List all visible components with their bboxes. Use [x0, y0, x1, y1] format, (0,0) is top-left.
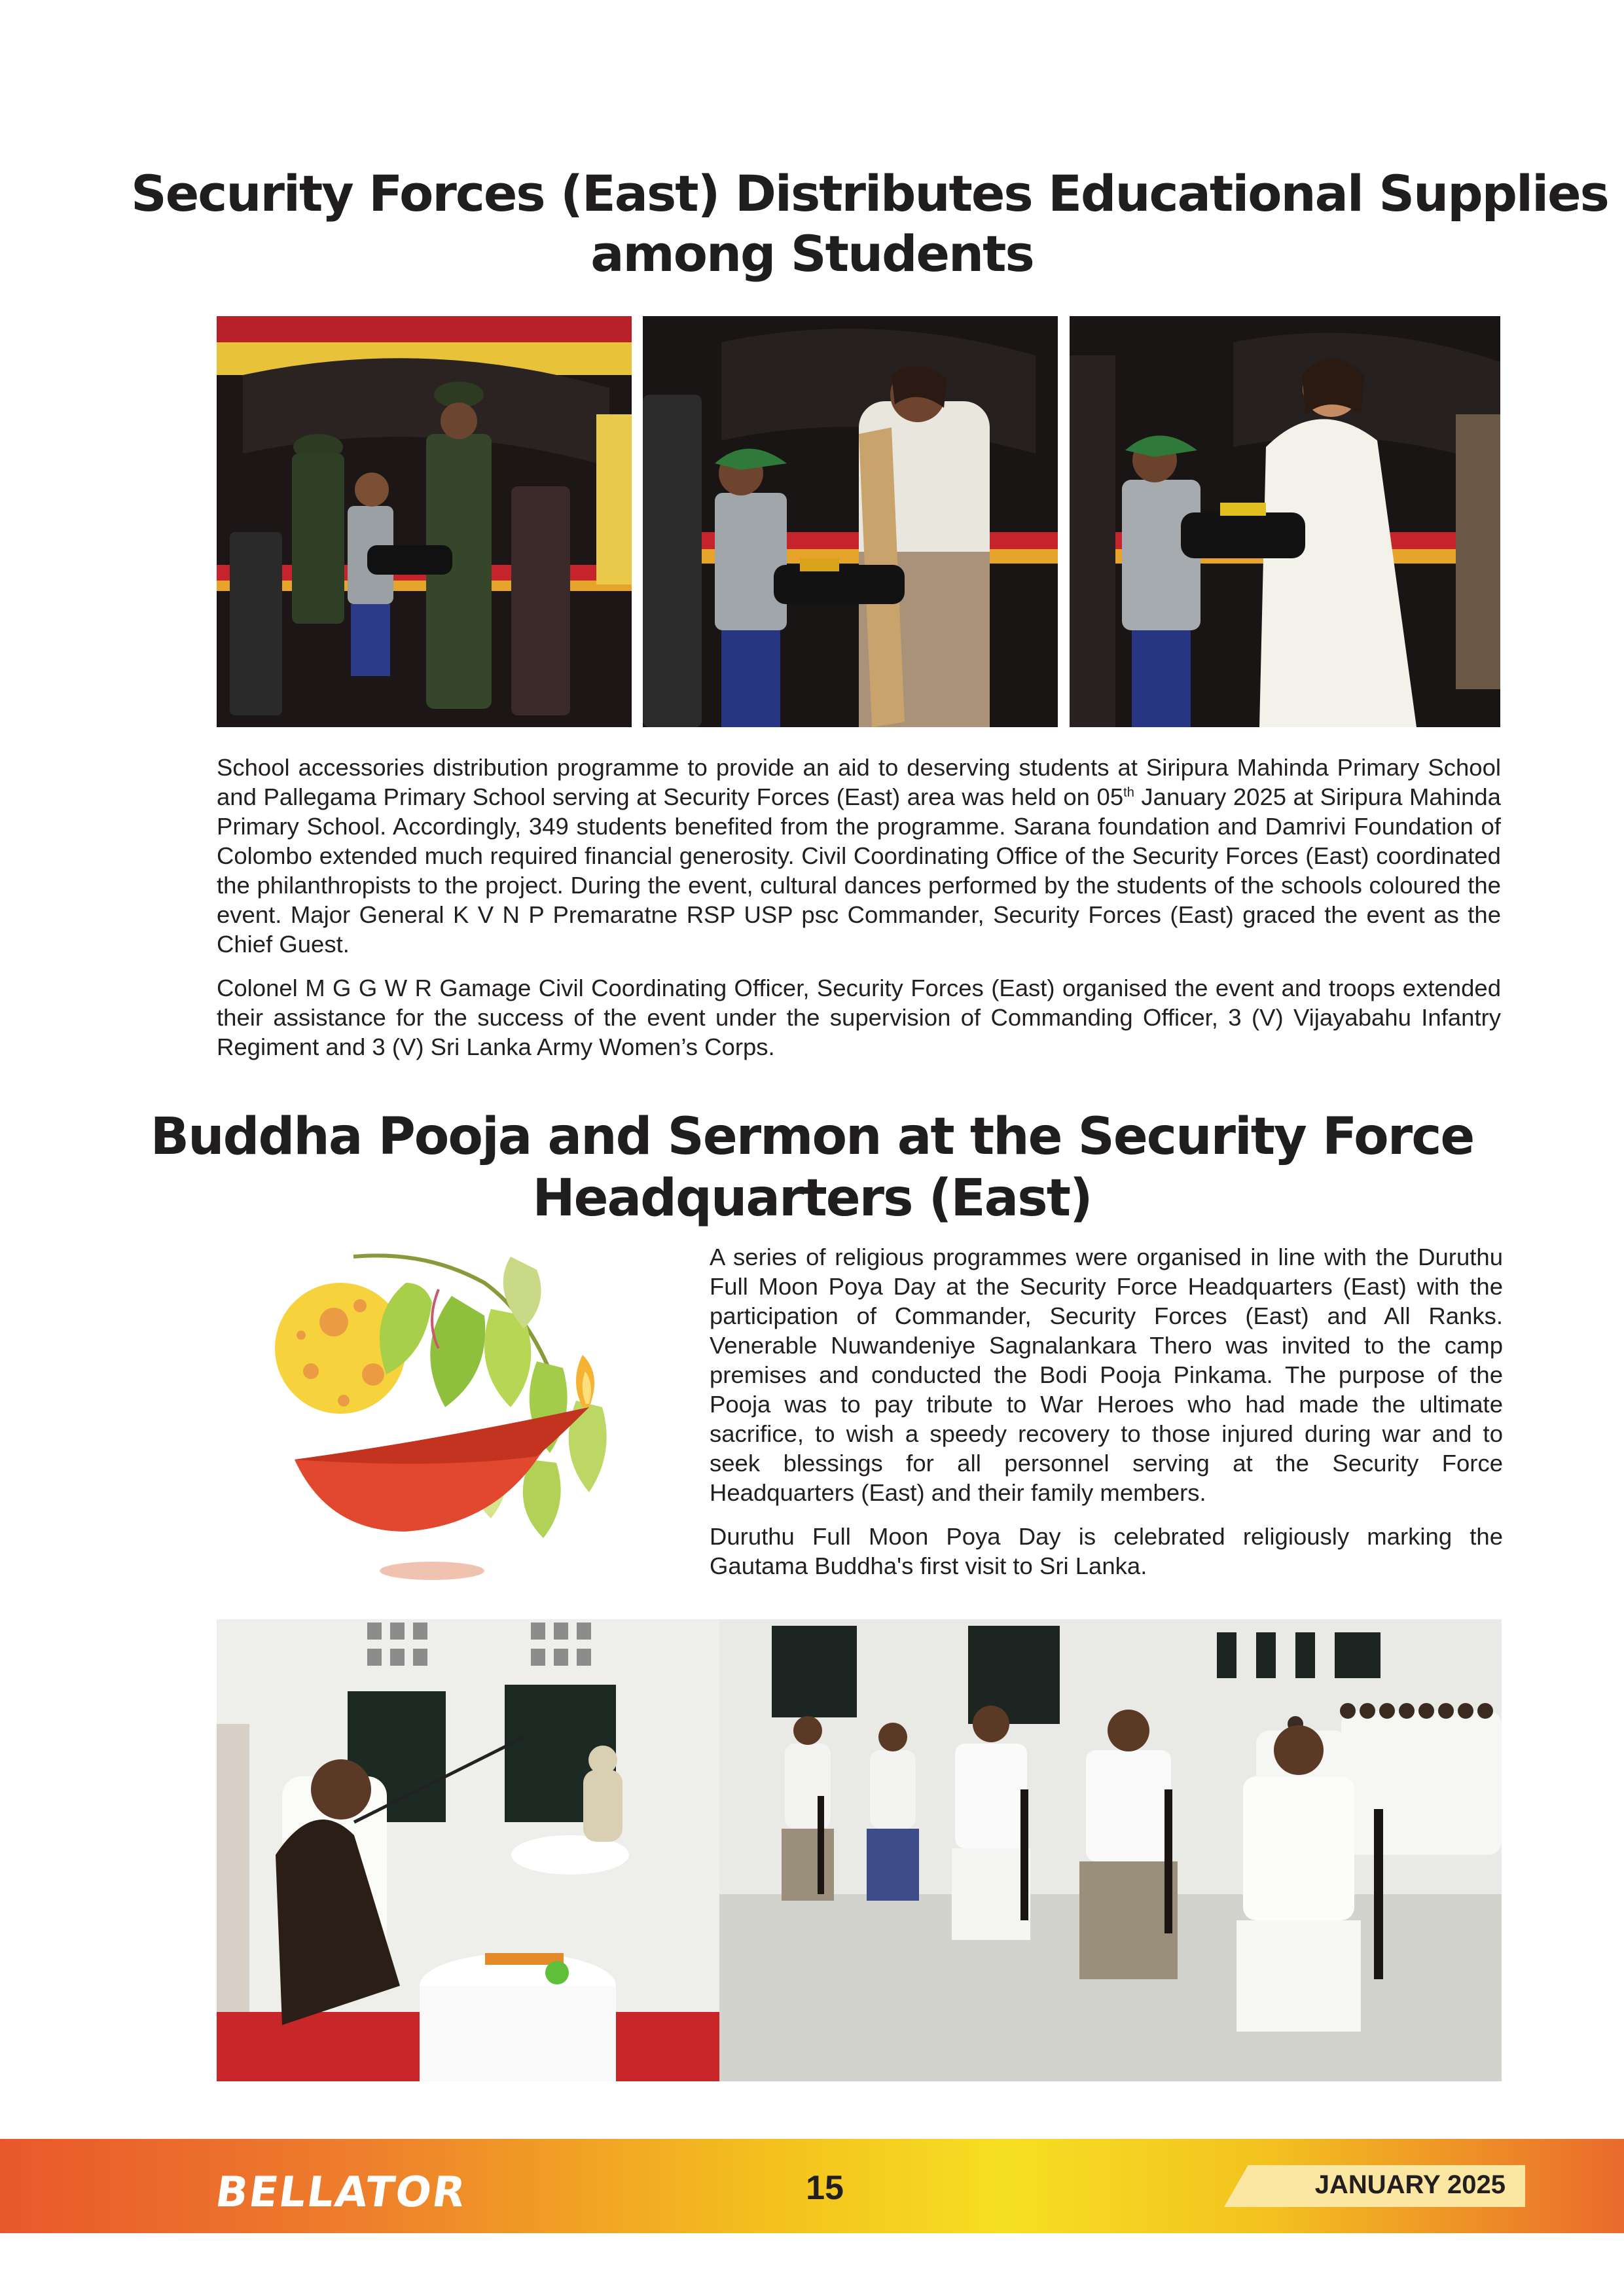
- article1-title-line2: among Students: [590, 224, 1034, 283]
- article2-title-line2: Headquarters (East): [532, 1169, 1092, 1228]
- article2-title: [131, 1106, 1493, 1229]
- brand-logo: BELLATOR: [212, 2168, 470, 2217]
- distribution-photo-2: [643, 316, 1058, 727]
- page-number: 15: [806, 2169, 844, 2207]
- article2-body: [710, 1242, 1503, 1581]
- distribution-photo-1: [217, 316, 632, 727]
- issue-date: JANUARY 2025: [1314, 2170, 1506, 2199]
- ordinal-suffix: th: [1123, 785, 1134, 800]
- article1-paragraph-1-text-cont: January 2025 at Siripura Mahinda Primary School. Accordingly, 349 students benefited from the programme. Sarana foundation and Damrivi Foundation of Colombo extended much required financial generosity. Civil Coordinating Office of the Security Forces (East) coordinated the philanthropists to the project. During the event, cultural dances performed by the students of the schools coloured the event. Major General K V N P Premaratne RSP USP psc Commander, Security Forces (East) graced the event as the Chief Guest.: [217, 783, 1501, 958]
- sermon-photo-monk: [217, 1619, 719, 2081]
- article1-body: [217, 753, 1501, 1062]
- distribution-photo-3: [1070, 316, 1500, 727]
- article1-title-line1: Security Forces (East) Distributes Educational Supplies: [131, 164, 1608, 223]
- article2-paragraph-1: A series of religious programmes were organised in line with the Duruthu Full Moon Poya Day at the Security Force Headquarters (East) with the participation of Commander, Security Forces (East) and All Ranks. Venerable Nuwandeniye Sagnalankara Thero was invited to the camp premises and conducted the Bodi Pooja Pinkama. The purpose of the Pooja was to pay tribute to War Heroes who had made the ultimate sacrifice, to wish a speedy recovery to those injured during war and to seek blessings for all personnel serving at the Security Force Headquarters (East) and their family members.: [710, 1244, 1503, 1506]
- article2-title-line1: Buddha Pooja and Sermon at the Security Force: [150, 1107, 1474, 1166]
- poya-illustration: [275, 1244, 668, 1590]
- article2-paragraph-2: Duruthu Full Moon Poya Day is celebrated religiously marking the Gautama Buddha's first visit to Sri Lanka.: [710, 1523, 1503, 1579]
- moon-leaves-lamp-icon: [275, 1244, 668, 1590]
- article1-paragraph-1: [217, 753, 1501, 959]
- article1-paragraph-1-text: School accessories distribution programme to provide an aid to deserving students at Siripura Mahinda Primary School and Pallegama Primary School serving at Security Forces (East) area was held on 05: [217, 754, 1501, 810]
- article1-title: [131, 164, 1608, 284]
- sermon-photo-congregation: [719, 1619, 1502, 2081]
- article1-paragraph-2: Colonel M G G W R Gamage Civil Coordinating Officer, Security Forces (East) organised the event and troops extended their assistance for the success of the event under the supervision of Commanding Officer, 3 (V) Vijayabahu Infantry Regiment and 3 (V) Sri Lanka Army Women’s Corps.: [217, 975, 1501, 1060]
